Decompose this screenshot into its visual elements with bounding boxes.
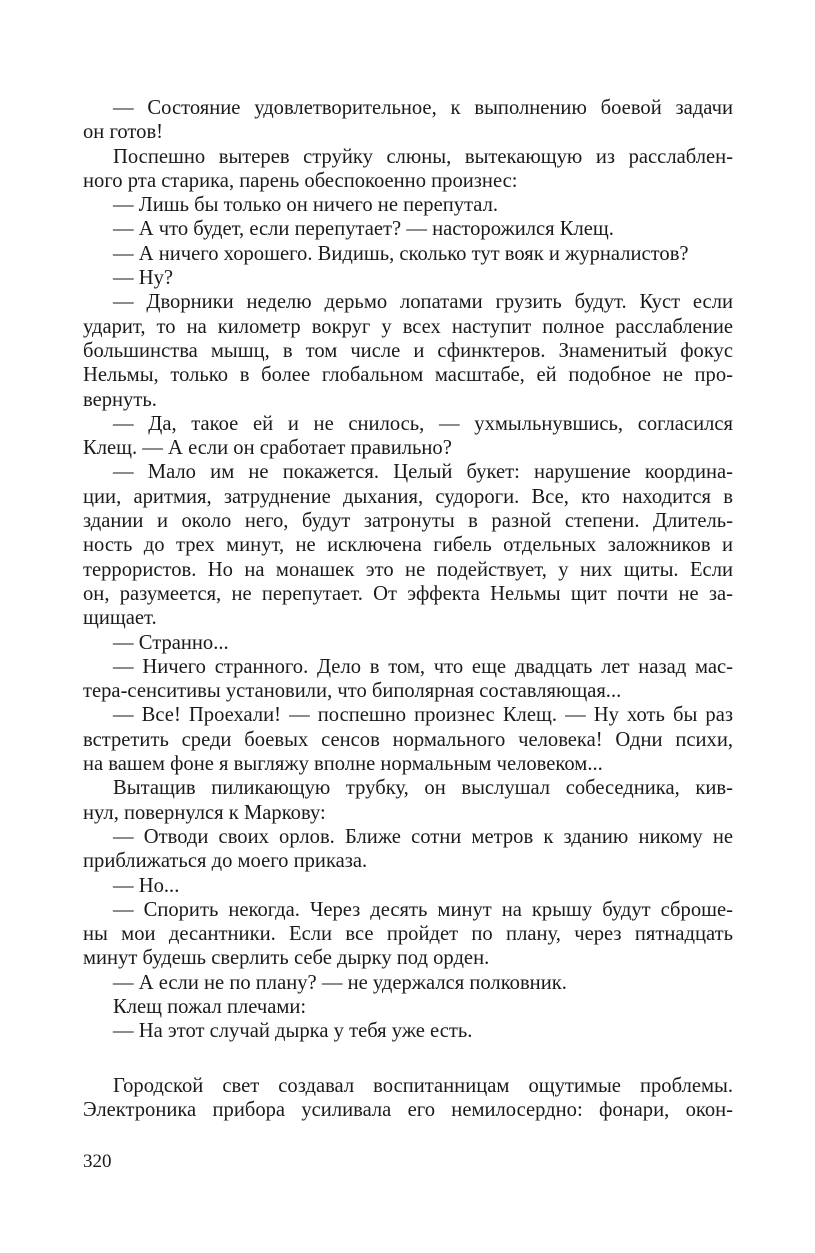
text-line: Поспешно вытерев струйку слюны, вытекающую из расслаблен- [113,145,733,168]
paragraph [83,1074,733,1123]
paragraph [83,193,733,217]
text-line: — А если не по плану? — не удержался полковник. [113,971,567,994]
text-line: террористов. Но на монашек это не подействует, у них щиты. Если [83,558,733,581]
paragraph [83,96,733,145]
paragraph [83,412,733,461]
text-line: — А ничего хорошего. Видишь, сколько тут вояк и журналистов? [113,242,689,265]
text-line: — Но... [113,874,180,897]
text-line: — Ничего странного. Дело в том, что еще двадцать лет назад мас- [113,655,733,678]
body-text [83,96,733,1122]
paragraph [83,1019,733,1043]
paragraph [83,703,733,776]
text-line: он, разумеется, не перепутает. От эффекта Нельмы щит почти не за- [83,582,733,605]
text-line: здании и около него, будут затронуты в разной степени. Длитель- [83,510,733,533]
paragraph [83,290,733,411]
text-line: ность до трех минут, не исключена гибель отдельных заложников и [83,534,733,557]
text-line: — Спорить некогда. Через десять минут на крышу будут сброше- [113,898,733,921]
text-line: ного рта старика, парень обеспокоенно произнес: [83,169,518,192]
text-line: — Ну? [113,267,174,290]
text-line: ции, аритмия, затруднение дыхания, судороги. Все, кто находится в [83,485,733,508]
text-line: — Состояние удовлетворительное, к выполнению боевой задачи [113,97,733,119]
paragraph [83,655,733,704]
text-line: — А что будет, если перепутает? — насторожился Клещ. [113,218,614,241]
text-line: вернуть. [83,388,157,411]
text-line: большинства мышц, в том числе и сфинктеров. Знаменитый фокус [83,339,733,362]
text-line: Городской свет создавал воспитанницам ощутимые проблемы. [113,1074,733,1097]
text-line: минут будешь сверлить себе дырку под орден. [83,947,490,970]
text-line: — Дворники неделю дерьмо лопатами грузить будут. Куст если [113,291,733,314]
text-line: ударит, то на километр вокруг у всех наступит полное расслабление [83,315,733,338]
section-break [83,1044,733,1074]
text-line: нул, повернулся к Маркову: [83,801,326,824]
paragraph [83,971,733,995]
page-number: 320 [83,1151,112,1172]
paragraph [83,825,733,874]
text-line: — На этот случай дырка у тебя уже есть. [113,1020,473,1043]
text-line: — Лишь бы только он ничего не перепутал. [113,194,499,217]
paragraph [83,898,733,971]
text-line: Клещ пожал плечами: [113,995,307,1018]
text-line: — Отводи своих орлов. Ближе сотни метров к зданию никому не [113,825,733,848]
text-line: встретить среди боевых сенсов нормального человека! Одни психи, [83,728,733,751]
text-line: Вытащив пиликающую трубку, он выслушал собеседника, кив- [113,777,733,800]
text-line: ны мои десантники. Если все пройдет по плану, через пятнадцать [83,923,733,946]
text-line: приближаться до моего приказа. [83,850,368,873]
text-line: Клещ. — А если он сработает правильно? [83,437,452,460]
paragraph [83,874,733,898]
text-line: — Да, такое ей и не снилось, — ухмыльнувшись, согласился [113,412,733,435]
paragraph [83,460,733,630]
text-line: на вашем фоне я выгляжу вполне нормальным человеком... [83,753,603,776]
paragraph [83,776,733,825]
paragraph [83,995,733,1019]
text-line: — Мало им не покажется. Целый букет: нарушение координа- [113,461,733,484]
text-line: тера-сенситивы установили, что биполярная составляющая... [83,680,622,703]
paragraph [83,242,733,266]
paragraph [83,145,733,194]
text-line: — Все! Проехали! — поспешно произнес Клещ. — Ну хоть бы раз [113,704,733,727]
paragraph [83,217,733,241]
paragraph [83,266,733,290]
text-line: Электроника прибора усиливала его немилосердно: фонари, окон- [83,1098,733,1121]
text-line: Нельмы, только в более глобальном масштабе, ей подобное не про- [83,364,733,387]
text-line: щищает. [83,607,157,630]
text-line: — Странно... [113,631,229,654]
paragraph [83,631,733,655]
text-line: он готов! [83,121,164,144]
